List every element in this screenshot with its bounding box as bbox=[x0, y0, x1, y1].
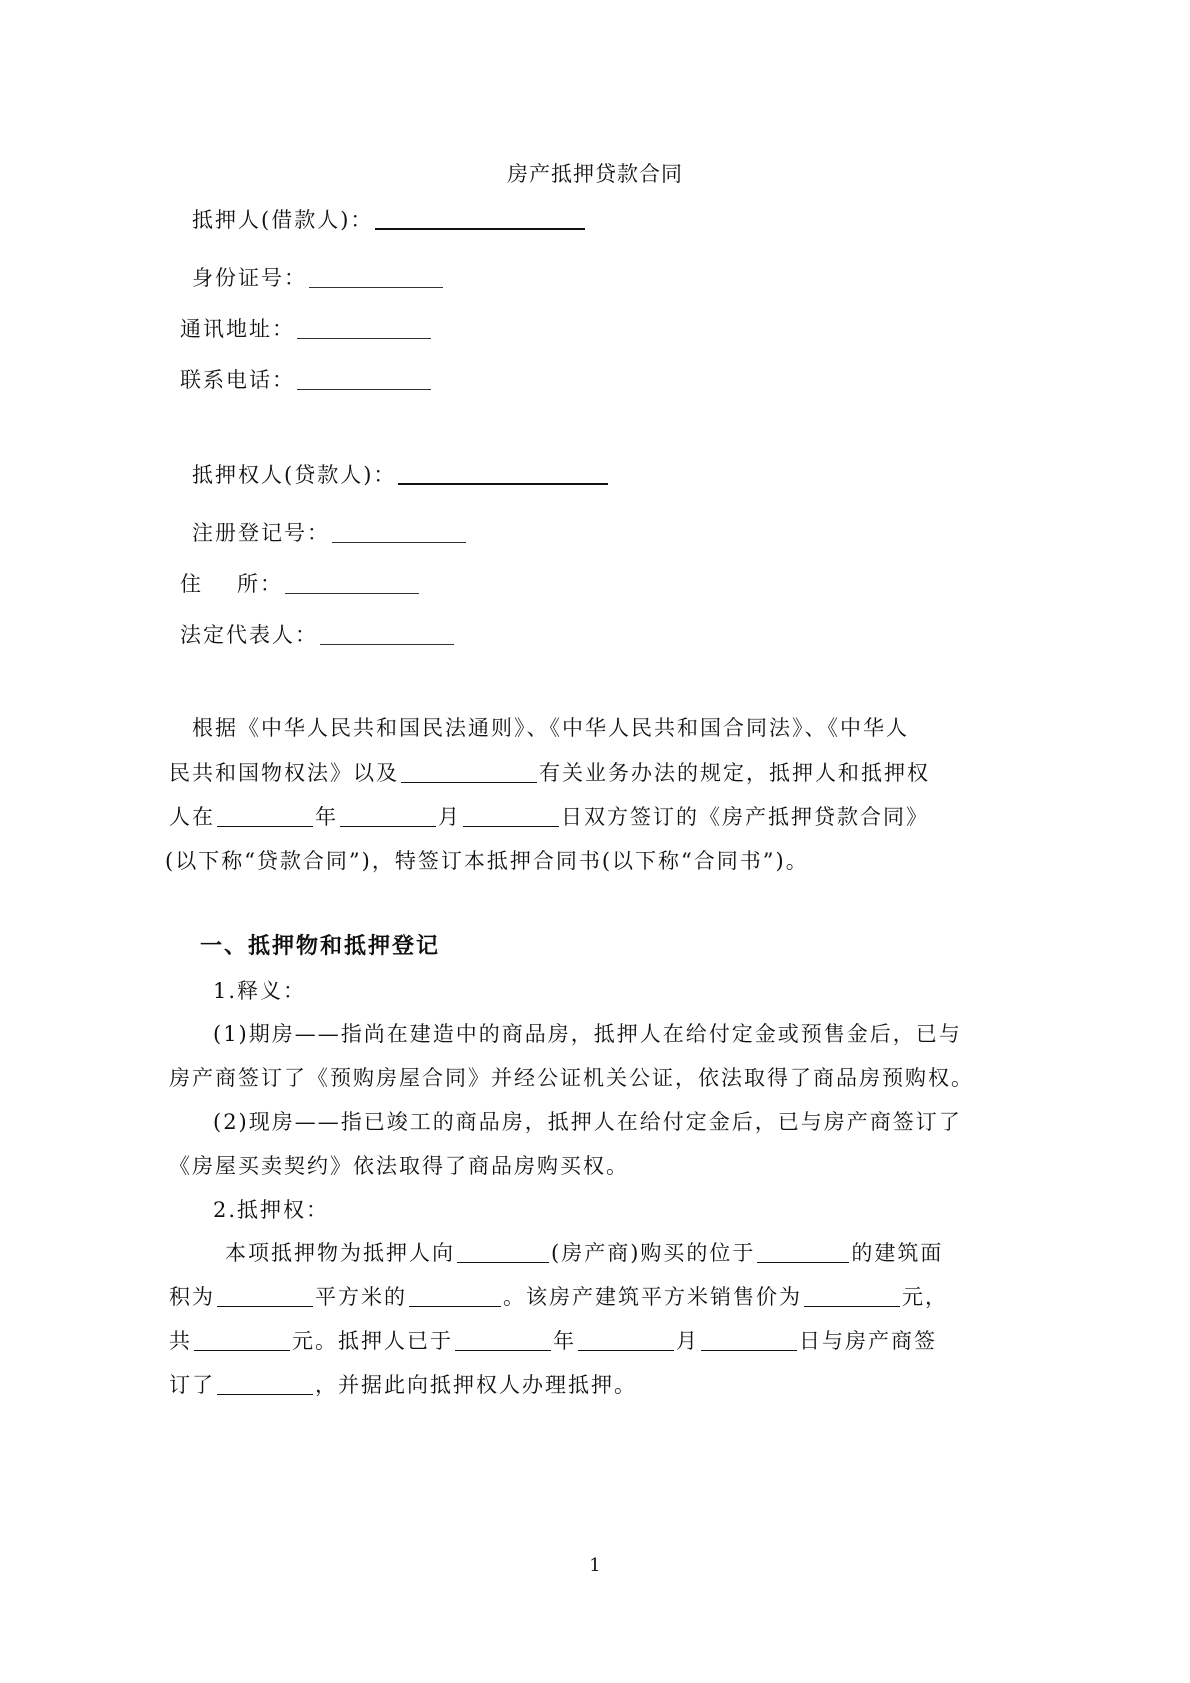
mortgagee-name-line bbox=[192, 460, 610, 490]
mortgagee-rep-line bbox=[180, 620, 456, 650]
contract-blank[interactable] bbox=[217, 1372, 313, 1395]
sign-year-blank[interactable] bbox=[455, 1328, 551, 1351]
mortgagor-name-label: 抵押人(借款人)： bbox=[192, 208, 374, 232]
mortgagor-phone-label: 联系电话： bbox=[180, 368, 295, 392]
mortgagee-residence-blank[interactable] bbox=[285, 571, 419, 594]
preamble-line-3: 人在 年 月 日双方签订的《房产抵押贷款合同》 bbox=[169, 805, 929, 829]
page-number: 1 bbox=[589, 1555, 601, 1576]
item1-title: 1.释义： bbox=[213, 979, 307, 1003]
developer-blank[interactable] bbox=[457, 1240, 549, 1263]
preamble-month-blank[interactable] bbox=[340, 804, 436, 827]
preamble-line-4: (以下称“贷款合同”)，特签订本抵押合同书(以下称“合同书”)。 bbox=[165, 849, 809, 873]
total-price-blank[interactable] bbox=[194, 1328, 290, 1351]
area-blank[interactable] bbox=[217, 1284, 313, 1307]
mortgagee-reg-line bbox=[192, 518, 468, 548]
sign-day-blank[interactable] bbox=[701, 1328, 797, 1351]
mortgagor-id-blank[interactable] bbox=[309, 265, 443, 288]
mortgagee-name-label: 抵押权人(贷款人)： bbox=[192, 463, 397, 487]
item2-title: 2.抵押权： bbox=[213, 1198, 330, 1222]
sign-month-blank[interactable] bbox=[578, 1328, 674, 1351]
location-blank[interactable] bbox=[757, 1240, 849, 1263]
mortgagor-address-line bbox=[180, 314, 433, 344]
property-blank[interactable] bbox=[409, 1284, 501, 1307]
item2-line4: 订了 ，并据此向抵押权人办理抵押。 bbox=[169, 1373, 637, 1397]
mortgagor-name-line bbox=[192, 205, 587, 235]
mortgagor-id-label: 身份证号： bbox=[192, 266, 307, 290]
item1-p2-line1: (2)现房——指已竣工的商品房，抵押人在给付定金后，已与房产商签订了 bbox=[213, 1110, 962, 1134]
page-title: 房产抵押贷款合同 bbox=[507, 162, 683, 186]
mortgagee-residence-label-a: 住 bbox=[180, 572, 203, 596]
mortgagor-phone-line bbox=[180, 365, 433, 395]
mortgagee-name-blank[interactable] bbox=[398, 461, 608, 485]
mortgagee-reg-label: 注册登记号： bbox=[192, 521, 330, 545]
item1-p1-line1: (1)期房——指尚在建造中的商品房，抵押人在给付定金或预售金后，已与 bbox=[213, 1022, 962, 1046]
item1-p2-line2: 《房屋买卖契约》依法取得了商品房购买权。 bbox=[169, 1154, 629, 1178]
mortgagee-reg-blank[interactable] bbox=[332, 520, 466, 543]
mortgagor-address-label: 通讯地址： bbox=[180, 317, 295, 341]
preamble-year-blank[interactable] bbox=[217, 804, 313, 827]
mortgagee-residence-line bbox=[180, 569, 421, 599]
item1-p1-line2: 房产商签订了《预购房屋合同》并经公证机关公证，依法取得了商品房预购权。 bbox=[169, 1066, 974, 1090]
mortgagee-rep-label: 法定代表人： bbox=[180, 623, 318, 647]
mortgagor-address-blank[interactable] bbox=[297, 316, 431, 339]
preamble-law-blank[interactable] bbox=[401, 760, 537, 783]
mortgagee-rep-blank[interactable] bbox=[320, 622, 454, 645]
unit-price-blank[interactable] bbox=[804, 1284, 900, 1307]
item2-line2: 积为 平方米的 。该房产建筑平方米销售价为 元， bbox=[169, 1285, 948, 1309]
mortgagor-phone-blank[interactable] bbox=[297, 367, 431, 390]
mortgagor-name-blank[interactable] bbox=[375, 206, 585, 230]
section-heading: 一、抵押物和抵押登记 bbox=[200, 933, 441, 959]
mortgagor-id-line bbox=[192, 263, 445, 293]
mortgagee-residence-label-b: 所： bbox=[237, 572, 283, 596]
preamble-day-blank[interactable] bbox=[463, 804, 559, 827]
preamble-line-1: 根据《中华人民共和国民法通则》、《中华人民共和国合同法》、《中华人 bbox=[192, 716, 909, 740]
item2-line1: 本项抵押物为抵押人向 (房产商)购买的位于 的建筑面 bbox=[225, 1241, 944, 1265]
item2-line3: 共 元。抵押人已于 年 月 日与房产商签 bbox=[169, 1329, 937, 1353]
preamble-line-2: 民共和国物权法》以及 有关业务办法的规定，抵押人和抵押权 bbox=[169, 761, 930, 785]
